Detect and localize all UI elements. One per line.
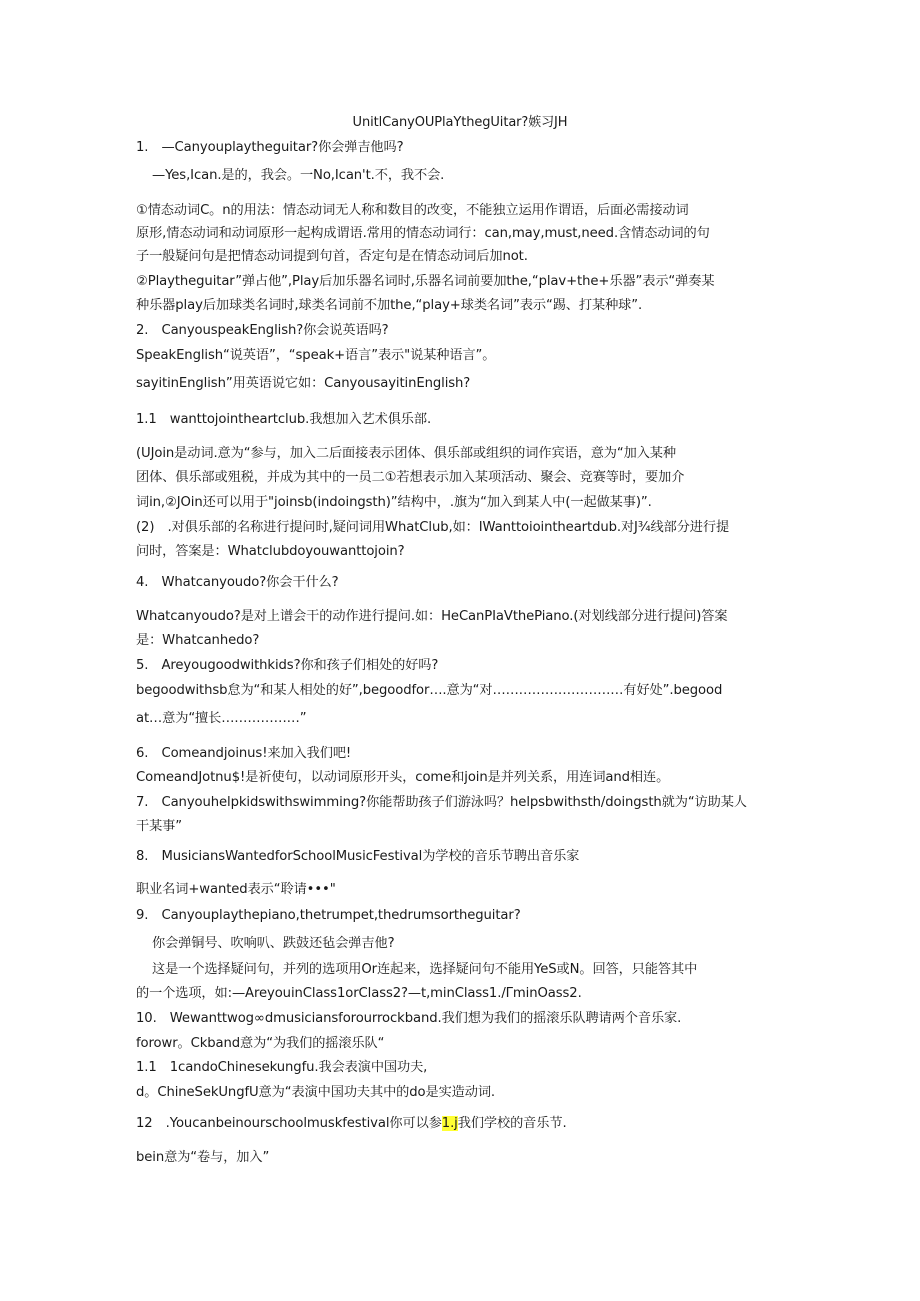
item-11-question: 1.1 1candoChinesekungfu.我会表演中国功夫, [136,1060,428,1075]
note-line: d。ChineSekUngfU意为“表演中国功夫其中的do是实造动词. [136,1085,496,1100]
note-line: 干某事” [136,819,182,834]
note-line: 词in,②JOin还可以用于"joinsb(indoingsth)”结构中，.旗为“加入到某人中(一起做某事)”. [136,495,652,510]
item-2-question: 2. CanyouspeakEnglish?你会说英语吗? [136,323,389,338]
note-line: 团体、俱乐部或殂税，并成为其中的一员二①若想表示加入某项活动、聚会、竞赛等时，要加介 [136,470,685,485]
item-4-question: 4. Whatcanyoudo?你会干什么? [136,575,339,590]
note-line: ComeandJotnu$!是祈使句，以动词原形开头，come和join是并列关系，用连词and相连。 [136,770,670,785]
note-line: 问时，答案是：Whatclubdoyouwanttojoin? [136,544,405,559]
note-line: 是：Whatcanhedo? [136,633,260,648]
item-1-question: 1. —Canyouplaytheguitar?你会弹吉他吗? [136,140,404,155]
item-9-translation: 你会弹铜号、吹响叭、跌鼓还毡会弹吉他? [152,936,395,951]
note-line: 种乐器play后加球类名词时,球类名词前不加the,“play+球类名词”表示“踢、打某种球”. [136,298,643,313]
note-line: (UJoin是动词.意为“参与，加入二后面接表示团体、俱乐部或组织的词作宾语，意为“加入某种 [136,446,676,461]
item-7-question: 7. Canyouhelpkidswithswimming?你能帮助孩子们游泳吗？helpsbwithsth/doingsth就为“访助某人 [136,795,747,810]
item-6-question: 6. Comeandjoinus!来加入我们吧! [136,746,352,761]
note-line: Whatcanyoudo?是对上谱会干的动作进行提问.如：HeCanPIaVthePiano.(对划线部分进行提问)答案 [136,609,728,624]
note-line: at…意为“擅长………………” [136,711,307,726]
item-12-question [136,1114,567,1134]
note-line: SpeakEnglish“说英语”，“speak+语言”表示"说某种语言”。 [136,348,496,363]
item-1-answer: —Yes,Ican.是的，我会。一No,Ican't.不，我不会. [152,168,445,183]
note-line: 职业名词+wanted表示“聆请•••" [136,882,336,897]
item-12-text-end: 我们学校的音乐节. [457,1116,567,1131]
note-line: forowr。Ckband意为“为我们的摇滚乐队“ [136,1036,385,1051]
note-line: 这是一个选择疑问句，并列的选项用Or连起来，选择疑问句不能用YeS或N。回答，只能答其中 [152,962,698,977]
highlighted-mark: 1.j [441,1116,458,1131]
item-8-question: 8. MusiciansWantedforSchoolMusicFestival为学校的音乐节聘出音乐家 [136,849,580,864]
note-line: 的一个选项，如:—AreyouinClass1orClass2?—t,minClass1./ΓminOass2. [136,986,582,1001]
page-title: UnitlCanyOUPlaYthegUitar?嫉习JH [352,115,568,130]
note-line: (2) .对俱乐部的名称进行提问时,疑问词用WhatClub,如：IWanttoiointheartdub.对J¾线部分进行提 [136,520,730,535]
note-line: ②Playtheguitar”弹占他”,Play后加乐器名词时,乐器名词前要加the,“plav+the+乐器”表示“弹奏某 [136,274,715,289]
item-12-text-start: 12 .Youcanbeinourschoolmuskfestival你可以参 [136,1116,442,1131]
item-3-question: 1.1 wanttojointheartclub.我想加入艺术俱乐部. [136,412,432,427]
item-10-question: 10. Wewanttwog∞dmusiciansforourrockband.我们想为我们的摇滚乐队聘请两个音乐家. [136,1011,682,1026]
note-line: begoodwithsb怠为“和某人相处的好”,begoodfor….意为“对…………………………有好处”.begood [136,683,723,698]
note-line: 子一般疑问句是把情态动词提到句首，否定句是在情态动词后加not. [136,249,528,264]
item-9-question: 9. Canyouplaythepiano,thetrumpet,thedrumsortheguitar? [136,908,521,923]
note-line: 原形,情态动词和动词原形一起构成谓语.常用的情态动词行：can,may,must,need.含情态动词的句 [136,226,710,241]
note-line: bein意为“卷与，加入” [136,1150,270,1165]
note-line: sayitinEnglish”用英语说它如：CanyousayitinEnglish? [136,376,471,391]
item-5-question: 5. Areyougoodwithkids?你和孩子们相处的好吗? [136,658,439,673]
note-line: ①情态动词C。n的用法：情态动词无人称和数目的改变，不能独立运用作谓语，后面必需接动词 [136,203,689,218]
